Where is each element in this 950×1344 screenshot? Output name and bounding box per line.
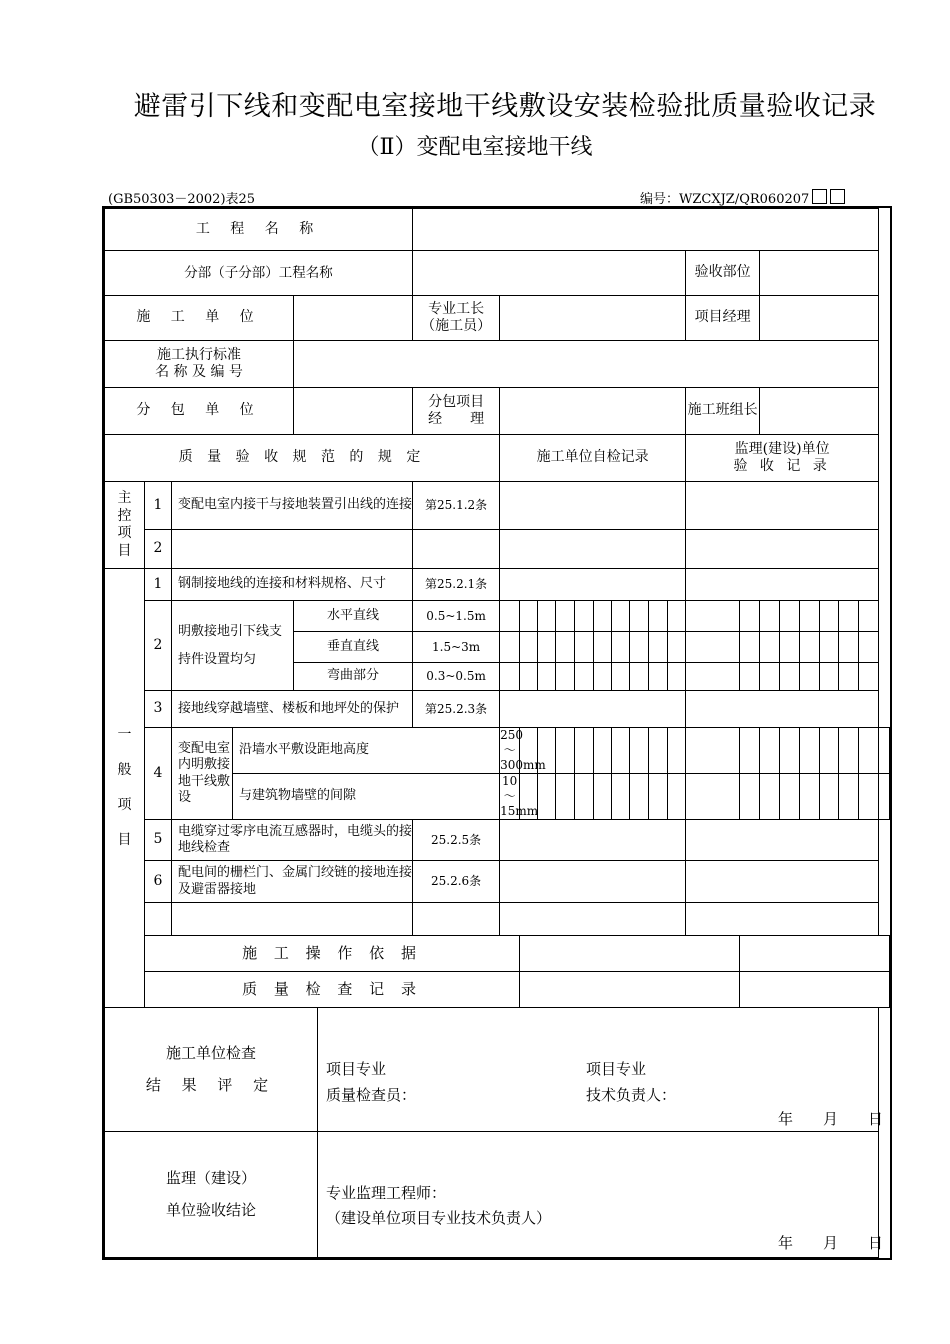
serial-box-1[interactable] <box>812 189 827 204</box>
construction-eval-label-1: 施工单位检查 <box>165 1044 256 1062</box>
check-cell[interactable] <box>740 728 760 774</box>
check-cell[interactable] <box>800 728 820 774</box>
check-cell[interactable] <box>556 632 575 663</box>
check-cell[interactable] <box>820 774 839 820</box>
check-cell[interactable] <box>630 728 649 774</box>
serial-number <box>640 188 845 207</box>
main-row-no: 1 <box>145 482 172 530</box>
check-cell[interactable] <box>859 663 879 691</box>
accept-part-label: 验收部位 <box>686 251 760 296</box>
sub-manager-label-1: 分包项目 <box>428 393 485 410</box>
general-spacer <box>105 746 144 760</box>
check-cell[interactable] <box>740 601 760 632</box>
general-row-clause: 第25.2.1条 <box>413 569 500 601</box>
general-row-desc: 配电间的栅栏门、金属门绞链的接地连接及避雷器接地 <box>172 861 413 903</box>
sub-project-field[interactable] <box>413 251 686 296</box>
exec-standard-label-1: 施工执行标准 <box>157 346 241 363</box>
general-row-supervision[interactable] <box>686 903 879 936</box>
main-control-label <box>105 482 145 569</box>
check-cell[interactable] <box>668 601 686 632</box>
general-row-desc: 接地线穿越墙壁、楼板和地坪处的保护 <box>172 691 413 728</box>
team-leader-field[interactable] <box>760 388 879 435</box>
sub-item-value: 0.3~0.5m <box>413 663 500 691</box>
team-leader-label: 施工班组长 <box>686 388 760 435</box>
check-cell[interactable] <box>556 774 575 820</box>
check-cell[interactable] <box>879 774 890 820</box>
check-cell[interactable] <box>612 728 630 774</box>
main-row-clause <box>413 530 500 569</box>
general-spacer <box>105 816 144 830</box>
serial-box-2[interactable] <box>830 189 845 204</box>
main-row-supervision[interactable] <box>686 530 879 569</box>
check-cell[interactable] <box>820 632 839 663</box>
check-cell[interactable] <box>760 774 780 820</box>
sub-manager-label-2: 经 理 <box>428 411 485 427</box>
foreman-label <box>413 296 500 341</box>
main-row-desc: 变配电室内接干与接地装置引出线的连接 <box>172 482 413 530</box>
general-char-3: 项 <box>117 797 132 813</box>
exec-standard-label-2: 名 称 及 编 号 <box>155 364 243 380</box>
main-row-clause: 第25.1.2条 <box>413 482 500 530</box>
construction-unit-label: 施 工 单 位 <box>105 296 294 341</box>
engineer-label-2: （建设单位项目专业技术负责人） <box>326 1209 552 1227</box>
general-row-self-check[interactable] <box>500 903 686 936</box>
check-cell[interactable] <box>839 728 859 774</box>
exec-standard-field[interactable] <box>294 341 879 388</box>
check-cell[interactable] <box>780 601 800 632</box>
accept-part-field[interactable] <box>760 251 879 296</box>
check-cell[interactable] <box>839 632 859 663</box>
project-manager-field[interactable] <box>760 296 879 341</box>
general-label <box>105 569 145 1008</box>
foreman-label-1: 专业工长 <box>428 300 485 317</box>
sub-item-value: 250～300mm <box>500 728 546 772</box>
basis-label: 施 工 操 作 依 据 <box>145 936 520 972</box>
quality-record-supervision[interactable] <box>740 972 890 1008</box>
construction-eval-area[interactable] <box>318 1008 884 1132</box>
check-cell[interactable] <box>839 601 859 632</box>
general-row-no: 6 <box>145 861 172 903</box>
check-cell[interactable] <box>649 774 668 820</box>
sub-item-name: 沿墙水平敷设距地高度 <box>233 728 500 774</box>
general-row-self-check[interactable] <box>500 691 686 728</box>
form-title: 避雷引下线和变配电室接地干线敷设安装检验批质量验收记录 <box>133 91 877 122</box>
supervision-eval-label-1: 监理（建设） <box>165 1169 256 1187</box>
supervision-header-2: 验 收 记 录 <box>733 458 831 474</box>
main-row-desc <box>172 530 413 569</box>
check-cell[interactable] <box>594 632 612 663</box>
sub-item-value: 1.5~3m <box>413 632 500 663</box>
check-cell[interactable] <box>760 728 780 774</box>
supervision-header <box>686 435 879 482</box>
check-cell[interactable] <box>859 728 879 774</box>
check-cell[interactable] <box>649 663 668 691</box>
general-row-supervision[interactable] <box>686 569 879 601</box>
sub-item-name: 垂直直线 <box>294 632 413 663</box>
general-row-desc: 明敷接地引下线支持件设置均匀 <box>172 601 294 691</box>
general-char-2: 般 <box>117 762 132 778</box>
sub-manager-label <box>413 388 500 435</box>
basis-supervision[interactable] <box>740 936 890 972</box>
check-cell[interactable] <box>780 728 800 774</box>
check-cell[interactable] <box>575 601 594 632</box>
serial-label: 编号：WZCXJZ/QR060207 <box>640 192 810 207</box>
check-cell[interactable] <box>594 663 612 691</box>
check-cell[interactable] <box>594 728 612 774</box>
foreman-label-2: （施工员） <box>421 318 492 334</box>
check-cell[interactable] <box>538 663 556 691</box>
check-cell[interactable] <box>612 663 630 691</box>
main-control-char-3: 项 <box>117 525 132 541</box>
general-char-4: 目 <box>117 832 132 848</box>
check-cell[interactable] <box>630 601 649 632</box>
check-cell[interactable] <box>520 663 538 691</box>
check-cell[interactable] <box>612 601 630 632</box>
check-cell[interactable] <box>839 774 859 820</box>
quality-record-self-check[interactable] <box>520 972 740 1008</box>
check-cell[interactable] <box>556 663 575 691</box>
general-row-self-check[interactable] <box>500 861 686 903</box>
construction-unit-field[interactable] <box>294 296 413 341</box>
check-cell[interactable] <box>612 632 630 663</box>
general-row-desc: 电缆穿过零序电流互感器时，电缆头的接地线检查 <box>172 820 413 861</box>
general-row-desc: 钢制接地线的连接和材料规格、尺寸 <box>172 569 413 601</box>
general-spacer <box>105 781 144 795</box>
sub-project-label: 分部（子分部）工程名称 <box>105 251 413 296</box>
general-row-supervision[interactable] <box>686 691 879 728</box>
self-check-header: 施工单位自检记录 <box>500 435 686 482</box>
check-cell[interactable] <box>839 663 859 691</box>
check-cell[interactable] <box>649 728 668 774</box>
check-cell[interactable] <box>686 728 740 774</box>
construction-date: 年 月 日 <box>778 1110 884 1128</box>
check-cell[interactable] <box>575 774 594 820</box>
check-cell[interactable] <box>780 663 800 691</box>
general-row-no: 2 <box>145 601 172 691</box>
check-cell[interactable] <box>859 774 879 820</box>
check-cell[interactable] <box>649 632 668 663</box>
check-cell[interactable] <box>594 774 612 820</box>
check-cell[interactable] <box>800 601 820 632</box>
check-cell[interactable] <box>760 601 780 632</box>
engineer-label: 专业监理工程师： <box>326 1184 447 1202</box>
check-cell[interactable] <box>500 601 520 632</box>
basis-self-check[interactable] <box>520 936 740 972</box>
check-cell[interactable] <box>556 601 575 632</box>
general-row-no: 1 <box>145 569 172 601</box>
general-row-supervision[interactable] <box>686 861 879 903</box>
check-cell[interactable] <box>538 774 556 820</box>
check-cell[interactable] <box>575 728 594 774</box>
general-char-1: 一 <box>117 727 132 743</box>
check-cell[interactable] <box>820 601 839 632</box>
check-cell[interactable] <box>859 632 879 663</box>
check-cell[interactable] <box>800 663 820 691</box>
check-cell[interactable] <box>594 601 612 632</box>
check-cell[interactable] <box>740 632 760 663</box>
general-row-self-check[interactable] <box>500 569 686 601</box>
sub-item-name: 与建筑物墙壁的间隙 <box>233 774 500 820</box>
main-control-char-1: 主 <box>117 490 132 506</box>
check-cell[interactable] <box>649 601 668 632</box>
general-row-clause: 25.2.6条 <box>413 861 500 903</box>
quality-record-label: 质 量 检 查 记 录 <box>145 972 520 1008</box>
check-cell[interactable] <box>538 632 556 663</box>
check-cell[interactable] <box>668 663 686 691</box>
supervision-header-1: 监理(建设)单位 <box>734 440 830 457</box>
general-row-clause <box>413 903 500 936</box>
supervision-date: 年 月 日 <box>778 1234 884 1252</box>
general-row-no: 5 <box>145 820 172 861</box>
check-cell[interactable] <box>800 632 820 663</box>
check-cell[interactable] <box>740 774 760 820</box>
check-cell[interactable] <box>538 601 556 632</box>
check-cell[interactable] <box>820 663 839 691</box>
check-cell[interactable] <box>879 728 890 774</box>
check-cell[interactable] <box>820 728 839 774</box>
general-row-clause: 第25.2.3条 <box>413 691 500 728</box>
sub-item-name: 水平直线 <box>294 601 413 632</box>
check-cell[interactable] <box>575 663 594 691</box>
construction-eval-label <box>105 1008 318 1132</box>
general-row-no: 3 <box>145 691 172 728</box>
check-cell[interactable] <box>780 632 800 663</box>
check-cell[interactable] <box>500 632 520 663</box>
check-cell[interactable] <box>520 632 538 663</box>
supervision-eval-label <box>105 1132 318 1258</box>
check-cell[interactable] <box>780 774 800 820</box>
check-cell[interactable] <box>760 632 780 663</box>
sub-unit-field[interactable] <box>294 388 413 435</box>
main-row-self-check[interactable] <box>500 530 686 569</box>
general-row-clause: 25.2.5条 <box>413 820 500 861</box>
check-cell[interactable] <box>800 774 820 820</box>
tech-label-2: 技术负责人： <box>586 1086 677 1104</box>
check-cell[interactable] <box>686 601 740 632</box>
general-row-desc: 变配电室内明敷接地干线敷设 <box>172 728 233 820</box>
check-cell[interactable] <box>668 632 686 663</box>
project-name-field[interactable] <box>413 209 879 251</box>
check-cell[interactable] <box>760 663 780 691</box>
main-control-char-4: 目 <box>117 542 132 559</box>
general-row-no <box>145 903 172 936</box>
inspector-label-2: 质量检查员： <box>326 1086 417 1104</box>
project-manager-label: 项目经理 <box>686 296 760 341</box>
sub-item-value: 10～15mm <box>500 774 539 818</box>
main-row-no: 2 <box>145 530 172 569</box>
inspector-label-1: 项目专业 <box>326 1060 387 1078</box>
check-cell[interactable] <box>520 601 538 632</box>
standard-label: (GB50303－2002)表25 <box>108 192 256 207</box>
check-cell[interactable] <box>630 774 649 820</box>
general-row-supervision[interactable] <box>686 820 879 861</box>
check-cell[interactable] <box>686 774 740 820</box>
tech-label-1: 项目专业 <box>586 1060 647 1078</box>
construction-eval-label-2: 结 果 评 定 <box>145 1075 277 1094</box>
sub-item-value: 0.5~1.5m <box>413 601 500 632</box>
main-control-char-2: 控 <box>117 507 132 524</box>
supervision-eval-label-2: 单位验收结论 <box>165 1200 256 1219</box>
check-cell[interactable] <box>612 774 630 820</box>
sub-item-name: 弯曲部分 <box>294 663 413 691</box>
check-cell[interactable] <box>500 663 520 691</box>
foreman-field[interactable] <box>500 296 686 341</box>
check-cell[interactable] <box>630 632 649 663</box>
sub-unit-label: 分 包 单 位 <box>105 388 294 435</box>
general-row-no: 4 <box>145 728 172 820</box>
general-row-desc <box>172 903 413 936</box>
form-subtitle: （Ⅱ）变配电室接地干线 <box>357 135 593 160</box>
supervision-eval-area[interactable] <box>318 1132 884 1258</box>
check-cell[interactable] <box>668 774 686 820</box>
exec-standard-label <box>105 341 294 388</box>
check-cell[interactable] <box>686 663 740 691</box>
check-cell[interactable] <box>556 728 575 774</box>
general-row-self-check[interactable] <box>500 820 686 861</box>
check-cell[interactable] <box>630 663 649 691</box>
check-cell[interactable] <box>668 728 686 774</box>
check-cell[interactable] <box>859 601 879 632</box>
project-name-label: 工 程 名 称 <box>105 209 413 251</box>
main-row-self-check[interactable] <box>500 482 686 530</box>
spec-header: 质 量 验 收 规 范 的 规 定 <box>105 435 500 482</box>
sub-manager-field[interactable] <box>500 388 686 435</box>
inspection-form <box>104 208 890 1258</box>
main-row-supervision[interactable] <box>686 482 879 530</box>
check-cell[interactable] <box>686 632 740 663</box>
check-cell[interactable] <box>575 632 594 663</box>
check-cell[interactable] <box>740 663 760 691</box>
